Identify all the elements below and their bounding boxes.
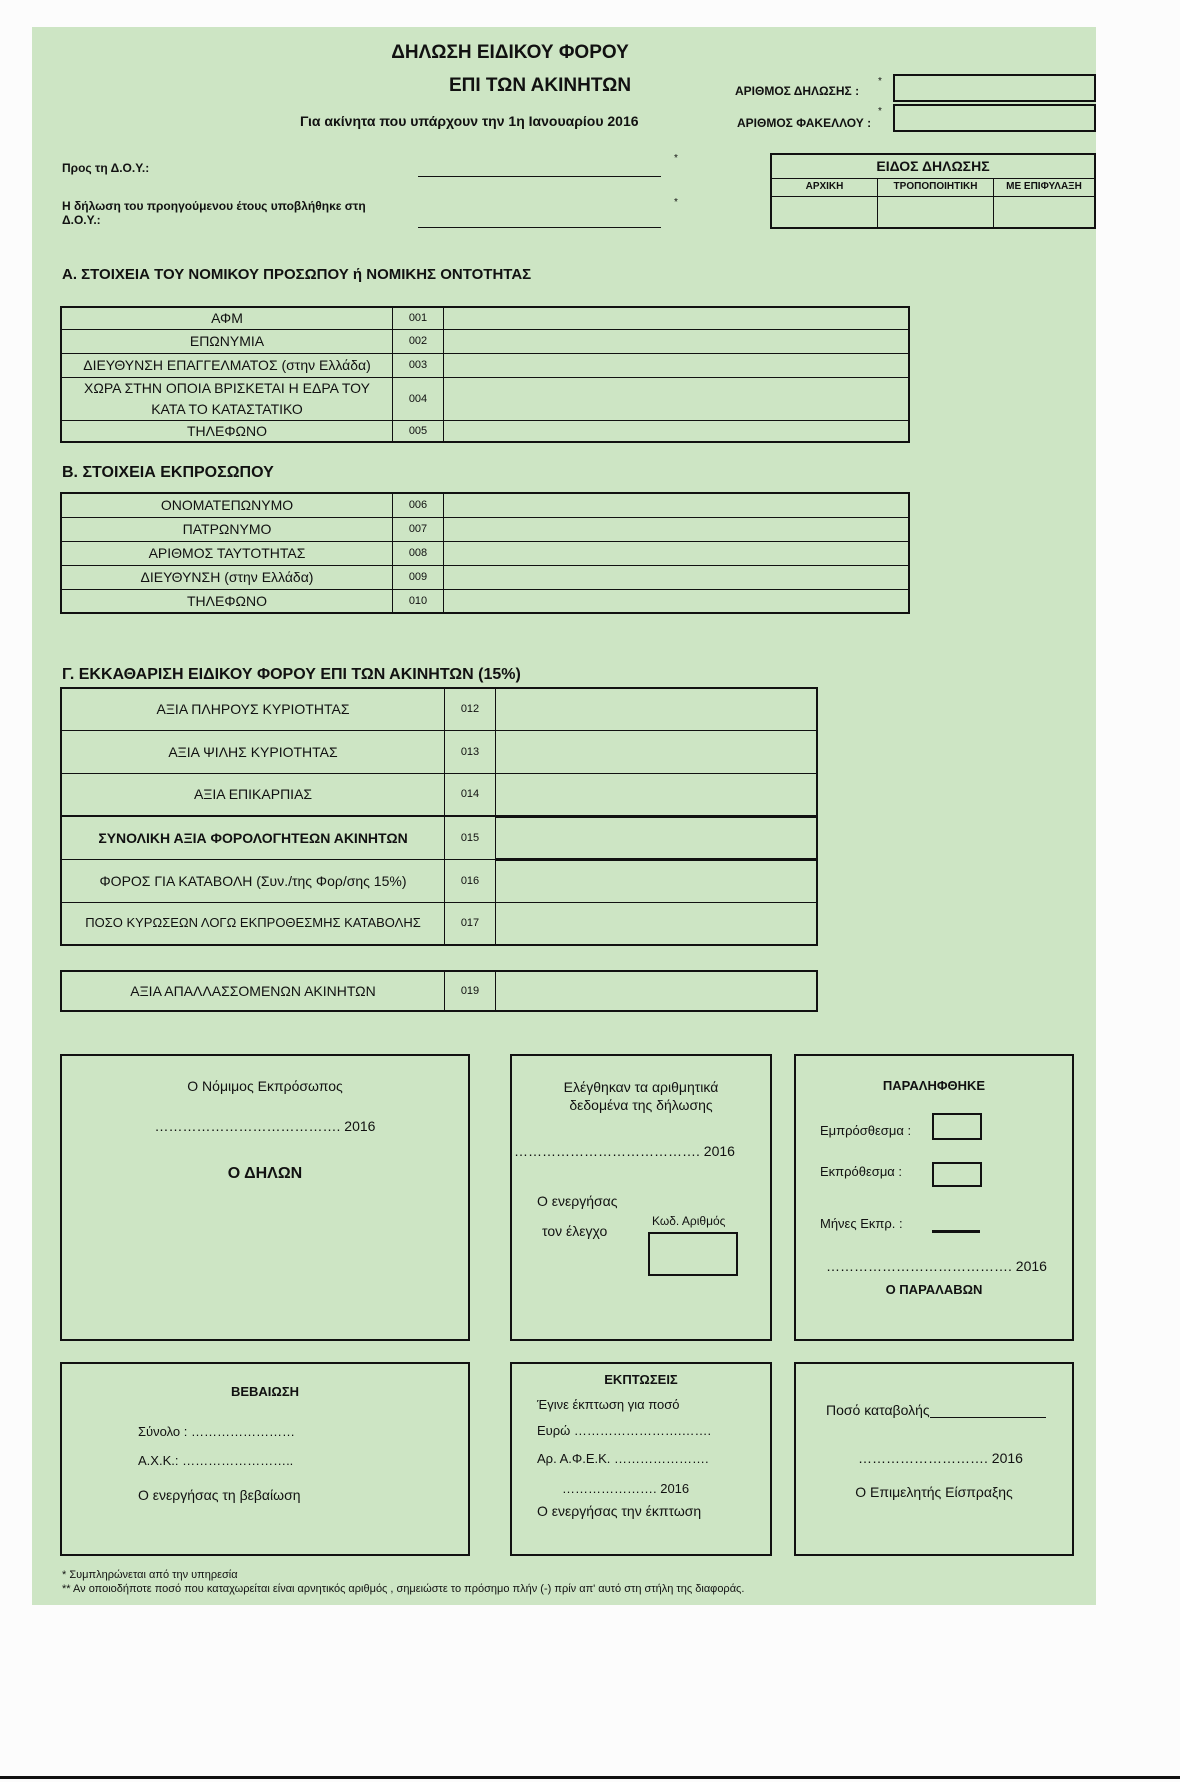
check-box xyxy=(510,1054,772,1341)
field-label: ΑΡΙΘΜΟΣ ΤΑΥΤΟΤΗΤΑΣ xyxy=(61,541,393,565)
field-code: 004 xyxy=(393,377,444,420)
field-code: 019 xyxy=(445,971,496,1011)
asterisk-mark: * xyxy=(878,106,882,117)
field-label: ΔΙΕΥΘΥΝΣΗ (στην Ελλάδα) xyxy=(61,565,393,589)
field-label: ΑΞΙΑ ΨΙΛΗΣ ΚΥΡΙΟΤΗΤΑΣ xyxy=(61,730,445,773)
section-b-title: Β. ΣΤΟΙΧΕΙΑ ΕΚΠΡΟΣΩΠΟΥ xyxy=(62,464,274,481)
form-title-line2: ΕΠΙ ΤΩΝ ΑΚΙΝΗΤΩΝ xyxy=(448,75,632,96)
receiver-label: Ο ΠΑΡΑΛΑΒΩΝ xyxy=(885,1282,983,1297)
prev-tax-office-label-line2: Δ.Ο.Υ.: xyxy=(62,213,101,227)
declarant-label: Ο ΔΗΛΩΝ xyxy=(227,1165,303,1182)
on-time-label: Εμπρόσθεσμα : xyxy=(820,1123,912,1138)
field-code: 007 xyxy=(393,517,444,541)
company-phone-input[interactable] xyxy=(444,420,910,442)
certification-total-line[interactable]: Σύνολο : …………………… xyxy=(138,1424,295,1439)
certification-title: ΒΕΒΑΙΩΣΗ xyxy=(230,1384,300,1399)
months-late-label: Μήνες Εκπρ. : xyxy=(820,1216,903,1231)
section-c-table xyxy=(60,687,818,946)
check-performer-line2: τον έλεγχο xyxy=(542,1223,608,1239)
exempt-table xyxy=(60,970,818,1012)
afm-input[interactable] xyxy=(444,307,910,329)
on-time-checkbox[interactable] xyxy=(932,1113,982,1140)
field-label: ΕΠΩΝΥΜΙΑ xyxy=(61,329,393,353)
field-label: ΧΩΡΑ ΣΤΗΝ ΟΠΟΙΑ ΒΡΙΣΚΕΤΑΙ Η ΕΔΡΑ ΤΟΥ ΚΑΤΑ ΤΟ ΚΑΤΑΣΤΑΤΙΚΟ xyxy=(61,377,393,420)
usufruct-value-input[interactable] xyxy=(496,773,818,816)
prev-tax-office-field[interactable] xyxy=(418,227,661,228)
discounts-date-line[interactable]: …………………. 2016 xyxy=(562,1481,690,1496)
check-performer xyxy=(537,1192,618,1240)
discounts-afek-line[interactable]: Αρ. Α.Φ.Ε.Κ. …………………. xyxy=(537,1451,709,1466)
tax-office-label: Προς τη Δ.Ο.Υ.: xyxy=(62,161,150,175)
field-label: ΤΗΛΕΦΩΝΟ xyxy=(61,589,393,613)
declaration-number-field[interactable] xyxy=(893,74,1096,102)
rep-address-input[interactable] xyxy=(444,565,910,589)
file-number-field[interactable] xyxy=(893,104,1096,132)
section-a-title: Α. ΣΤΟΙΧΕΙΑ ΤΟΥ ΝΟΜΙΚΟΥ ΠΡΟΣΩΠΟΥ ή ΝΟΜΙΚΗΣ ΟΝΤΟΤΗΤΑΣ xyxy=(62,266,532,283)
full-ownership-value-input[interactable] xyxy=(496,688,818,730)
field-label: ΤΗΛΕΦΩΝΟ xyxy=(61,420,393,442)
discounts-performer: Ο ενεργήσας την έκπτωση xyxy=(537,1503,702,1519)
discounts-box xyxy=(510,1362,772,1556)
type-initial-header: ΑΡΧΙΚΗ xyxy=(771,178,878,196)
field-code: 008 xyxy=(393,541,444,565)
check-performer-line1: Ο ενεργήσας xyxy=(537,1193,618,1209)
received-box xyxy=(794,1054,1074,1341)
received-date-line[interactable]: …………………………………. 2016 xyxy=(826,1258,1047,1274)
discounts-line1: Έγινε έκπτωση για ποσό xyxy=(537,1397,680,1412)
asterisk-mark: * xyxy=(674,197,678,208)
page-bottom-rule xyxy=(0,1776,1180,1779)
legal-rep-label: Ο Νόμιμος Εκπρόσωπος xyxy=(187,1078,343,1094)
field-label: ΠΟΣΟ ΚΥΡΩΣΕΩΝ ΛΟΓΩ ΕΚΠΡΟΘΕΣΜΗΣ ΚΑΤΑΒΟΛΗΣ xyxy=(61,902,445,945)
discounts-title: ΕΚΠΤΩΣΕΙΣ xyxy=(604,1372,678,1387)
prev-tax-office-label-line1: Η δήλωση του προηγούμενου έτους υποβλήθηκε στη xyxy=(62,199,366,213)
certification-performer: Ο ενεργήσας τη βεβαίωση xyxy=(138,1487,301,1503)
field-label: ΔΙΕΥΘΥΝΣΗ ΕΠΑΓΓΕΛΜΑΤΟΣ (στην Ελλάδα) xyxy=(61,353,393,377)
section-a-table xyxy=(60,306,910,443)
type-reserved-header: ΜΕ ΕΠΙΦΥΛΑΞΗ xyxy=(994,178,1096,196)
footnote-2: ** Αν οποιοδήποτε ποσό που καταχωρείται είναι αρνητικός αριθμός , σημειώστε το πρόσημο πλήν (-) πρίν απ' αυτό στη στήλη της διαφοράς. xyxy=(62,1583,745,1595)
field-code: 013 xyxy=(445,730,496,773)
field-code: 016 xyxy=(445,859,496,902)
footnote-1: * Συμπληρώνεται από την υπηρεσία xyxy=(62,1569,238,1581)
exempt-value-input[interactable] xyxy=(496,971,818,1011)
field-label: ΑΞΙΑ ΕΠΙΚΑΡΠΙΑΣ xyxy=(61,773,445,816)
payment-amount-label: Ποσό καταβολής xyxy=(826,1402,930,1418)
check-date-line[interactable]: …………………………………. 2016 xyxy=(514,1143,735,1159)
late-penalty-input[interactable] xyxy=(496,902,818,945)
payment-collector: Ο Επιμελητής Είσπραξης xyxy=(855,1484,1013,1500)
type-amending-header: ΤΡΟΠΟΠΟΙΗΤΙΚΗ xyxy=(878,178,994,196)
field-code: 010 xyxy=(393,589,444,613)
received-title: ΠΑΡΑΛΗΦΘΗΚΕ xyxy=(882,1078,986,1093)
tax-payable-input[interactable] xyxy=(496,859,818,902)
asterisk-mark: * xyxy=(878,76,882,87)
code-number-field[interactable] xyxy=(648,1232,738,1276)
type-reserved-checkbox[interactable] xyxy=(994,196,1096,228)
late-label: Εκπρόθεσμα : xyxy=(820,1164,903,1179)
section-c-title: Γ. ΕΚΚΑΘΑΡΙΣΗ ΕΙΔΙΚΟΥ ΦΟΡΟΥ ΕΠΙ ΤΩΝ ΑΚΙΝΗΤΩΝ (15%) xyxy=(62,666,521,683)
field-code: 017 xyxy=(445,902,496,945)
field-label: ΑΞΙΑ ΠΛΗΡΟΥΣ ΚΥΡΙΟΤΗΤΑΣ xyxy=(61,688,445,730)
payment-date-line[interactable]: ………………………. 2016 xyxy=(858,1450,1023,1466)
prev-tax-office-label xyxy=(62,199,366,227)
code-number-label: Κωδ. Αριθμός xyxy=(652,1214,726,1228)
field-code: 002 xyxy=(393,329,444,353)
rep-id-number-input[interactable] xyxy=(444,541,910,565)
certification-axk-line[interactable]: Α.Χ.Κ.: …………………….. xyxy=(138,1453,294,1468)
seat-country-input[interactable] xyxy=(444,377,910,420)
field-code: 015 xyxy=(445,816,496,859)
tax-office-field[interactable] xyxy=(418,176,661,177)
total-taxable-value-input[interactable] xyxy=(496,816,818,859)
check-text-line2: δεδομένα της δήλωσης xyxy=(569,1097,713,1113)
late-checkbox[interactable] xyxy=(932,1162,982,1187)
field-code: 001 xyxy=(393,307,444,329)
bare-ownership-value-input[interactable] xyxy=(496,730,818,773)
rep-fathers-name-input[interactable] xyxy=(444,517,910,541)
section-b-table xyxy=(60,492,910,614)
declaration-number-label: ΑΡΙΘΜΟΣ ΔΗΛΩΣΗΣ : xyxy=(735,84,860,98)
declaration-type-title: ΕΙΔΟΣ ΔΗΛΩΣΗΣ xyxy=(771,154,1095,178)
payment-box xyxy=(794,1362,1074,1556)
field-label: ΑΞΙΑ ΑΠΑΛΛΑΣΣΟΜΕΝΩΝ ΑΚΙΝΗΤΩΝ xyxy=(61,971,445,1011)
field-label: ΑΦΜ xyxy=(61,307,393,329)
rep-fullname-input[interactable] xyxy=(444,493,910,517)
field-code: 012 xyxy=(445,688,496,730)
form-subtitle: Για ακίνητα που υπάρχουν την 1η Ιανουαρίου 2016 xyxy=(300,113,639,129)
asterisk-mark: * xyxy=(674,153,678,164)
field-label: ΟΝΟΜΑΤΕΠΩΝΥΜΟ xyxy=(61,493,393,517)
declarant-box xyxy=(60,1054,470,1341)
type-initial-checkbox[interactable] xyxy=(771,196,878,228)
field-code: 009 xyxy=(393,565,444,589)
rep-phone-input[interactable] xyxy=(444,589,910,613)
check-text-line1: Ελέγθηκαν τα αριθμητικά xyxy=(563,1079,719,1095)
field-label: ΣΥΝΟΛΙΚΗ ΑΞΙΑ ΦΟΡΟΛΟΓΗΤΕΩΝ ΑΚΙΝΗΤΩΝ xyxy=(61,816,445,859)
business-address-input[interactable] xyxy=(444,353,910,377)
months-late-field[interactable] xyxy=(932,1230,980,1233)
declaration-type-table xyxy=(770,153,1096,229)
company-name-input[interactable] xyxy=(444,329,910,353)
discounts-amount-line[interactable]: Ευρώ …………………….……. xyxy=(537,1423,712,1438)
form-title-line1: ΔΗΛΩΣΗ ΕΙΔΙΚΟΥ ΦΟΡΟΥ xyxy=(391,42,629,63)
check-text xyxy=(512,1078,770,1114)
payment-amount-field[interactable] xyxy=(930,1417,1046,1418)
field-code: 005 xyxy=(393,420,444,442)
field-label: ΠΑΤΡΩΝΥΜΟ xyxy=(61,517,393,541)
footnotes xyxy=(62,1568,744,1596)
declarant-date-line[interactable]: …………………………………. 2016 xyxy=(154,1118,376,1134)
type-amending-checkbox[interactable] xyxy=(878,196,994,228)
field-label: ΦΟΡΟΣ ΓΙΑ ΚΑΤΑΒΟΛΗ (Συν./της Φορ/σης 15%) xyxy=(61,859,445,902)
field-code: 006 xyxy=(393,493,444,517)
certification-box xyxy=(60,1362,470,1556)
field-code: 014 xyxy=(445,773,496,816)
file-number-label: ΑΡΙΘΜΟΣ ΦΑΚΕΛΛΟΥ : xyxy=(737,116,872,130)
field-code: 003 xyxy=(393,353,444,377)
